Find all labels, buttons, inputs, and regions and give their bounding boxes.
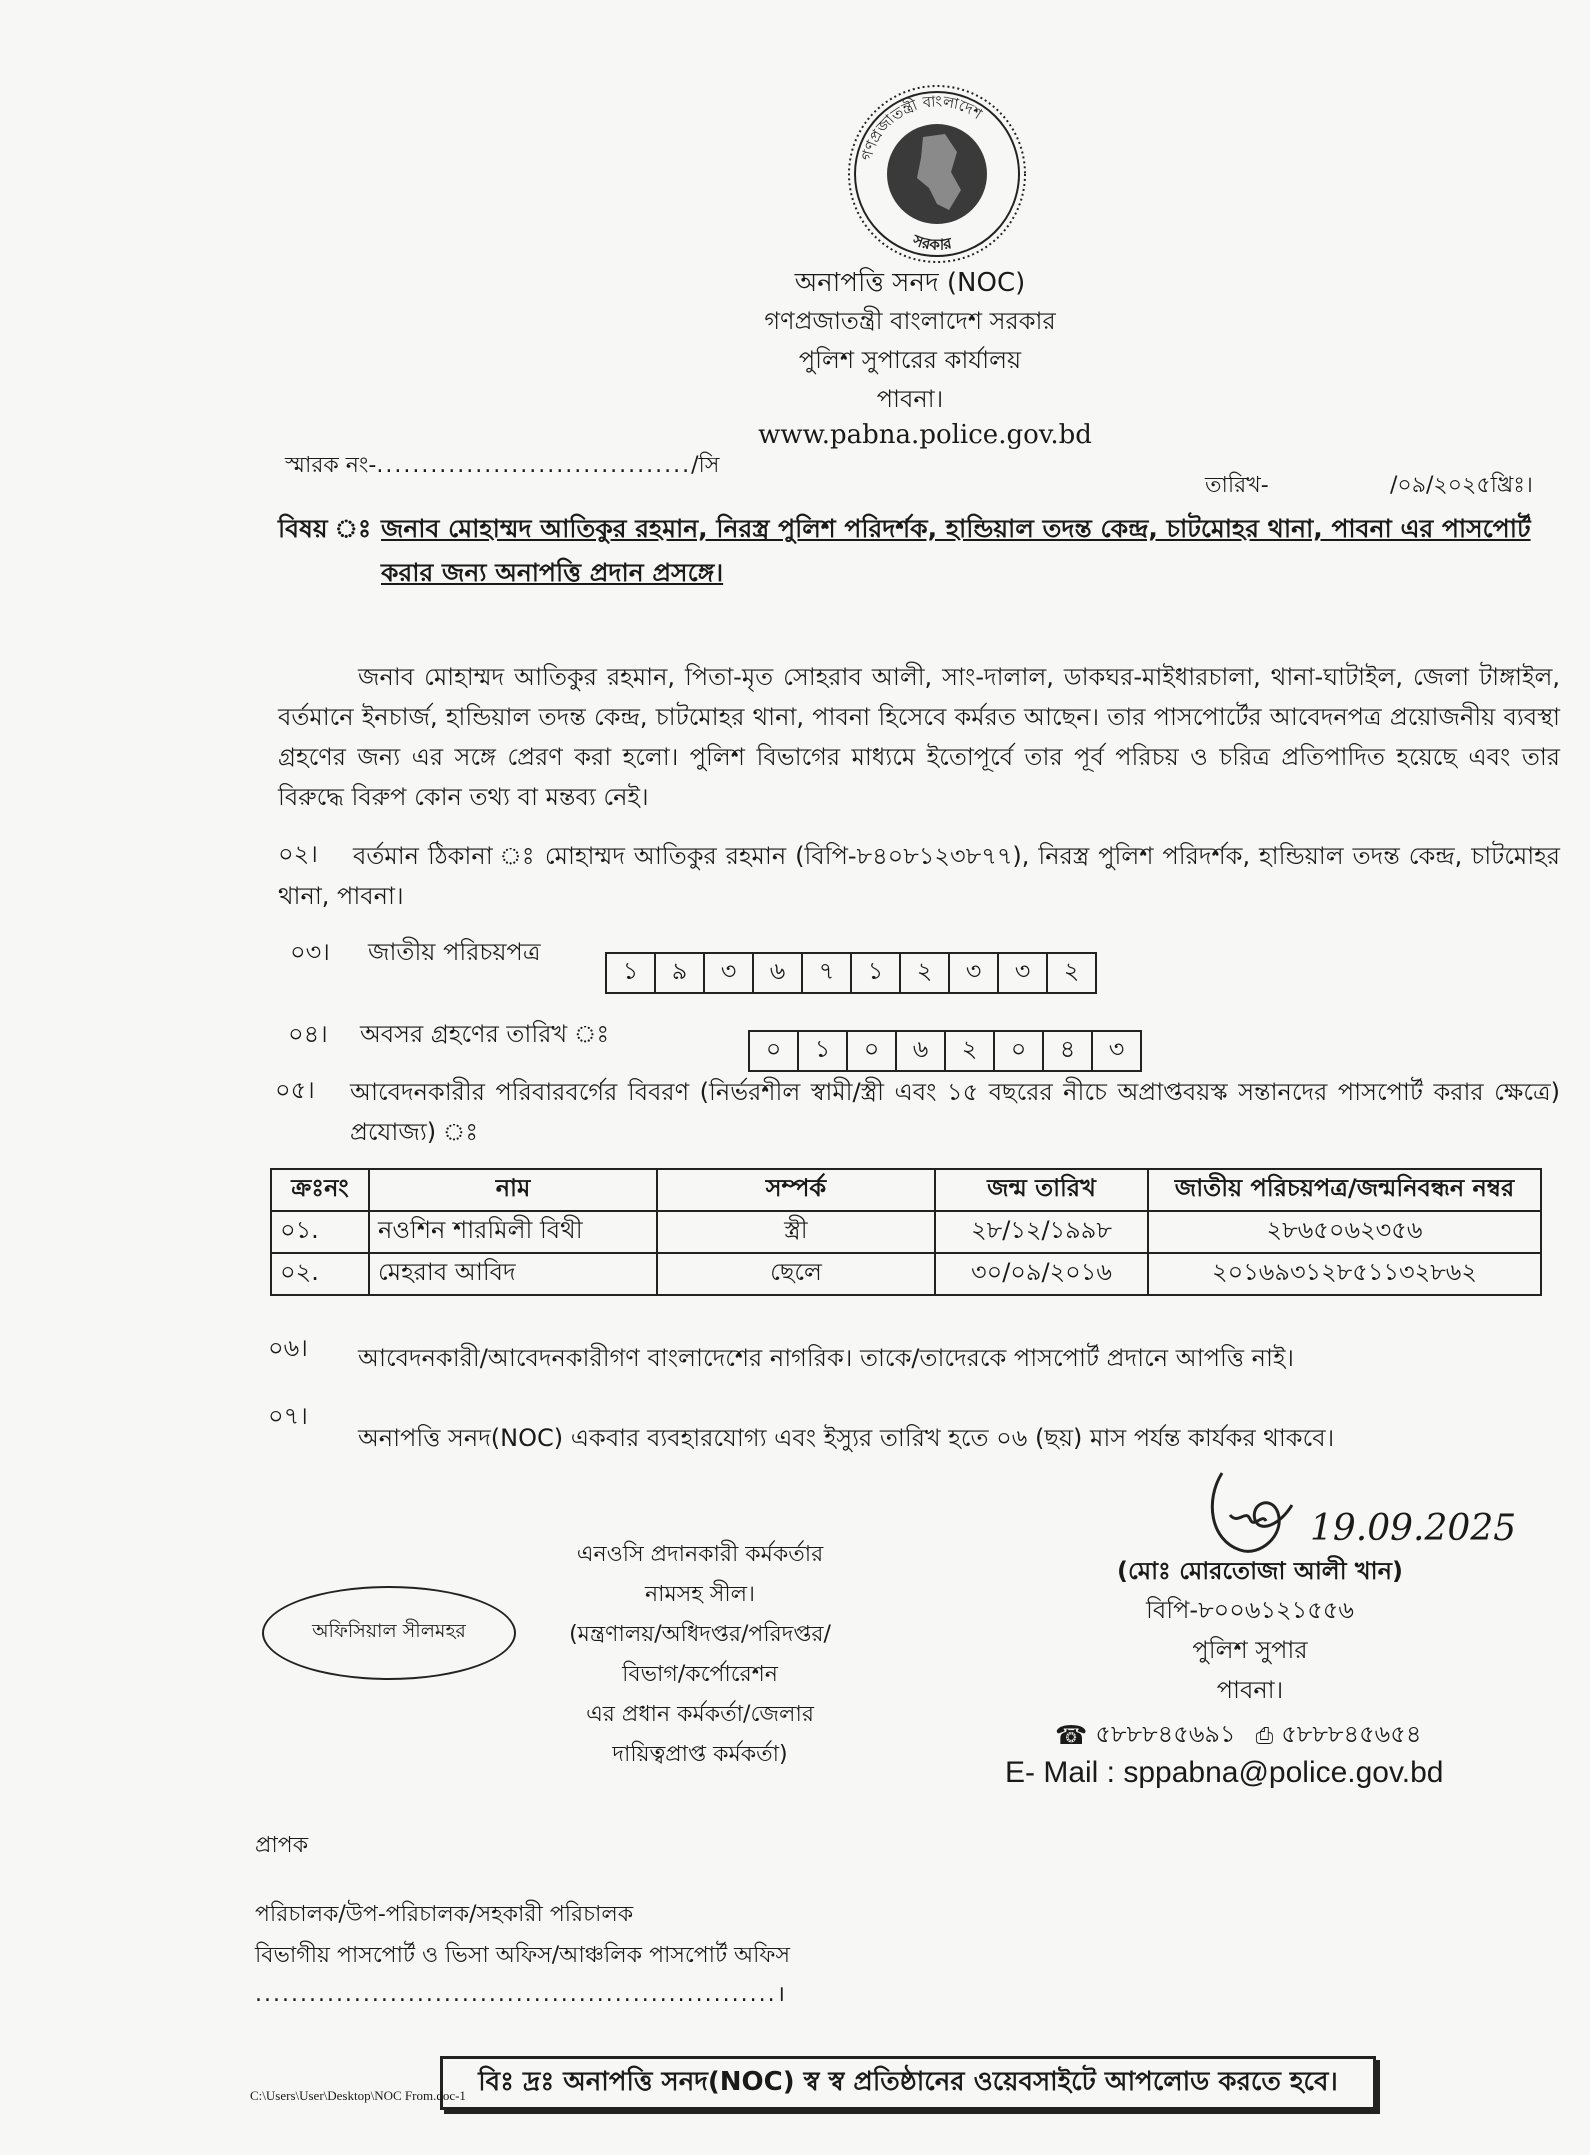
issuer-line-3: (মন্ত্রণালয়/অধিদপ্তর/পরিদপ্তর/ — [569, 1622, 831, 1647]
row-2-birthdate: ৩০/০৯/২০১৬ — [935, 1253, 1148, 1295]
row-1-name: নওশিন শারমিলী বিথী — [369, 1211, 657, 1253]
retirement-digit: ৩ — [1108, 1035, 1125, 1063]
item-3-label: জাতীয় পরিচয়পত্র — [368, 938, 541, 966]
row-1-relation: স্ত্রী — [657, 1211, 935, 1253]
subject-label: বিষয় ঃ — [278, 514, 372, 543]
issuer-line-2: নামসহ সীল। — [645, 1582, 755, 1607]
signatory-bp: বিপি-৮০০৬১২১৫৫৬ — [1146, 1596, 1354, 1624]
contact-phone-fax — [1055, 1716, 1421, 1756]
memo-label: স্মারক নং- — [285, 453, 377, 478]
email-address[interactable]: E- Mail : sppabna@police.gov.bd — [1005, 1756, 1444, 1789]
row-2-relation: ছেলে — [657, 1253, 935, 1295]
fax-icon: ⎙ — [1255, 1723, 1274, 1749]
issuer-line-6: দায়িত্বপ্রাপ্ত কর্মকর্তা) — [612, 1742, 788, 1767]
table-row — [271, 1253, 1541, 1295]
family-members-table — [270, 1168, 1542, 1296]
retirement-digit: ১ — [799, 1032, 848, 1070]
nid-number-boxes — [605, 952, 1097, 994]
retirement-digit: ০ — [848, 1032, 897, 1070]
item-2-number: ০২। — [278, 840, 318, 868]
website-link[interactable]: www.pabna.police.gov.bd — [758, 420, 1092, 450]
signature-date: 19.09.2025 — [1310, 1508, 1517, 1549]
header-serial: ক্রঃনং — [271, 1169, 369, 1211]
district-name: পাবনা। — [876, 385, 944, 413]
fax-number: ৫৮৮৮৪৫৬৫৪ — [1281, 1720, 1422, 1748]
issuer-line-4: বিভাগ/কর্পোরেশন — [622, 1662, 778, 1687]
item-6-number: ০৬। — [268, 1334, 308, 1362]
signature-scribble-icon — [1200, 1465, 1320, 1560]
row-2-name: মেহরাব আবিদ — [369, 1253, 657, 1295]
document-title: অনাপত্তি সনদ (NOC) — [794, 268, 1026, 298]
item-5-text: আবেদনকারীর পরিবারবর্গের বিবরণ (নির্ভরশীল স্বামী/স্ত্রী এবং ১৫ বছরের নীচে অপ্রাপ্তবয়স্ক সন্তানদের পাসপোর্ট করার ক্ষেত্রে) প্রযোজ্য) ঃ — [350, 1078, 1560, 1146]
government-name: গণপ্রজাতন্ত্রী বাংলাদেশ সরকার — [764, 307, 1056, 335]
nid-digit: ৭ — [803, 954, 852, 992]
header-birthdate: জন্ম তারিখ — [935, 1169, 1148, 1211]
memo-suffix: /সি — [691, 453, 720, 478]
item-3-number: ০৩। — [290, 938, 330, 966]
svg-text:সরকার — [909, 231, 953, 254]
upload-note: বিঃ দ্রঃ অনাপত্তি সনদ(NOC) স্ব স্ব প্রতিষ্ঠানের ওয়েবসাইটে আপলোড করতে হবে। — [440, 2056, 1376, 2110]
recipient-dots: ..........................................................। — [255, 1982, 787, 2007]
nid-digit: ৩ — [999, 954, 1048, 992]
official-seal: অফিসিয়াল সীলমহর — [262, 1586, 516, 1680]
item-2-address: বর্তমান ঠিকানা ঃ মোহাম্মদ আতিকুর রহমান (বিপি-৮৪০৮১২৩৮৭৭), নিরস্ত্র পুলিশ পরিদর্শক, হান্ডিয়াল তদন্ত কেন্দ্র, চাটমোহর থানা, পাবনা। — [278, 842, 1560, 910]
retirement-digit: ২ — [946, 1032, 995, 1070]
nid-digit: ৩ — [950, 954, 999, 992]
row-1-birthdate: ২৮/১২/১৯৯৮ — [935, 1211, 1148, 1253]
recipient-line-2: বিভাগীয় পাসপোর্ট ও ভিসা অফিস/আঞ্চলিক পাসপোর্ট অফিস — [255, 1943, 791, 1968]
row-1-serial: ০১. — [271, 1211, 369, 1253]
emblem-top-text: গণপ্রজাতন্ত্রী বাংলাদেশ — [857, 92, 986, 163]
row-2-serial: ০২. — [271, 1253, 369, 1295]
recipient-line-1: পরিচালক/উপ-পরিচালক/সহকারী পরিচালক — [255, 1902, 634, 1927]
table-row — [271, 1211, 1541, 1253]
phone-number: ৫৮৮৮৪৫৬৯১ — [1095, 1720, 1236, 1748]
nid-digit: ১ — [852, 954, 901, 992]
retirement-digit: ৪ — [1044, 1032, 1093, 1070]
header-relation: সম্পর্ক — [657, 1169, 935, 1211]
nid-digit: ৯ — [656, 954, 705, 992]
item-7-number: ০৭। — [268, 1402, 308, 1430]
recipient-label: প্রাপক — [255, 1833, 309, 1858]
issuer-line-5: এর প্রধান কর্মকর্তা/জেলার — [586, 1702, 814, 1727]
date-label: তারিখ- — [1205, 473, 1269, 498]
retirement-digit: ০ — [995, 1032, 1044, 1070]
header-name: নাম — [369, 1169, 657, 1211]
memo-dots: ................................... — [376, 453, 692, 478]
item-5-number: ০৫। — [275, 1076, 315, 1104]
signatory-name: (মোঃ মোরতোজা আলী খান) — [1117, 1557, 1403, 1585]
retirement-digit: ৬ — [897, 1032, 946, 1070]
memo-number — [285, 448, 719, 485]
signatory-district: পাবনা। — [1216, 1676, 1284, 1704]
header-nid: জাতীয় পরিচয়পত্র/জন্মনিবন্ধন নম্বর — [1148, 1169, 1541, 1211]
date-value: /০৯/২০২৫খ্রিঃ। — [1390, 473, 1533, 498]
signatory-designation: পুলিশ সুপার — [1192, 1636, 1308, 1664]
issuer-instructions — [500, 1535, 900, 1775]
item-6-text: আবেদনকারী/আবেদনকারীগণ বাংলাদেশের নাগরিক। তাকে/তাদেরকে পাসপোর্ট প্রদানে আপত্তি নাই। — [358, 1344, 1295, 1372]
body-paragraph-1: জনাব মোহাম্মদ আতিকুর রহমান, পিতা-মৃত সোহরাব আলী, সাং-দালাল, ডাকঘর-মাইধারচালা, থানা-ঘাটাইল, জেলা টাঙ্গাইল, বর্তমানে ইনচার্জ, হান্ডিয়াল তদন্ত কেন্দ্র, চাটমোহর থানা, পাবনা হিসেবে কর্মরত আছেন। তার পাসপোর্টের আবেদনপত্র প্রয়োজনীয় ব্যবস্থা গ্রহণের জন্য এর সঙ্গে প্রেরণ করা হলো। পুলিশ বিভাগের মাধ্যমে ইতোপূর্বে তার পূর্ব পরিচয় ও চরিত্র প্রতিপাদিত হয়েছে এবং তার বিরুদ্ধে বিরুপ কোন তথ্য বা মন্তব্য নেই। — [278, 663, 1560, 811]
issuer-line-1: এনওসি প্রদানকারী কর্মকর্তার — [576, 1542, 824, 1567]
government-emblem-icon — [845, 82, 1030, 267]
telephone-icon: ☎ — [1055, 1721, 1088, 1751]
item-7-text: অনাপত্তি সনদ(NOC) একবার ব্যবহারযোগ্য এবং ইস্যুর তারিখ হতে ০৬ (ছয়) মাস পর্যন্ত কার্যকর থাকবে। — [358, 1424, 1335, 1452]
file-path: C:\Users\User\Desktop\NOC From.doc-1 — [250, 2088, 466, 2103]
retirement-date-boxes — [748, 1030, 1142, 1072]
nid-digit: ২ — [1063, 957, 1080, 985]
nid-digit: ২ — [901, 954, 950, 992]
office-name: পুলিশ সুপারের কার্যালয় — [798, 346, 1022, 374]
nid-digit: ৩ — [705, 954, 754, 992]
item-4-number: ০৪। — [288, 1020, 328, 1048]
row-1-nid: ২৮৬৫০৬২৩৫৬ — [1148, 1211, 1541, 1253]
table-header-row — [271, 1169, 1541, 1211]
nid-digit: ১ — [607, 954, 656, 992]
item-4-label: অবসর গ্রহণের তারিখ ঃ — [360, 1020, 610, 1048]
nid-digit: ৬ — [754, 954, 803, 992]
subject-text: জনাব মোহাম্মদ আতিকুর রহমান, নিরস্ত্র পুলিশ পরিদর্শক, হান্ডিয়াল তদন্ত কেন্দ্র, চাটমোহর থানা, পাবনা এর পাসপোর্ট করার জন্য অনাপত্তি প্রদান প্রসঙ্গে। — [381, 514, 1531, 587]
retirement-digit: ০ — [750, 1032, 799, 1070]
emblem-bottom-text: সরকার — [910, 230, 954, 254]
row-2-nid: ২০১৬৯৩১২৮৫১১৩২৮৬২ — [1148, 1253, 1541, 1295]
